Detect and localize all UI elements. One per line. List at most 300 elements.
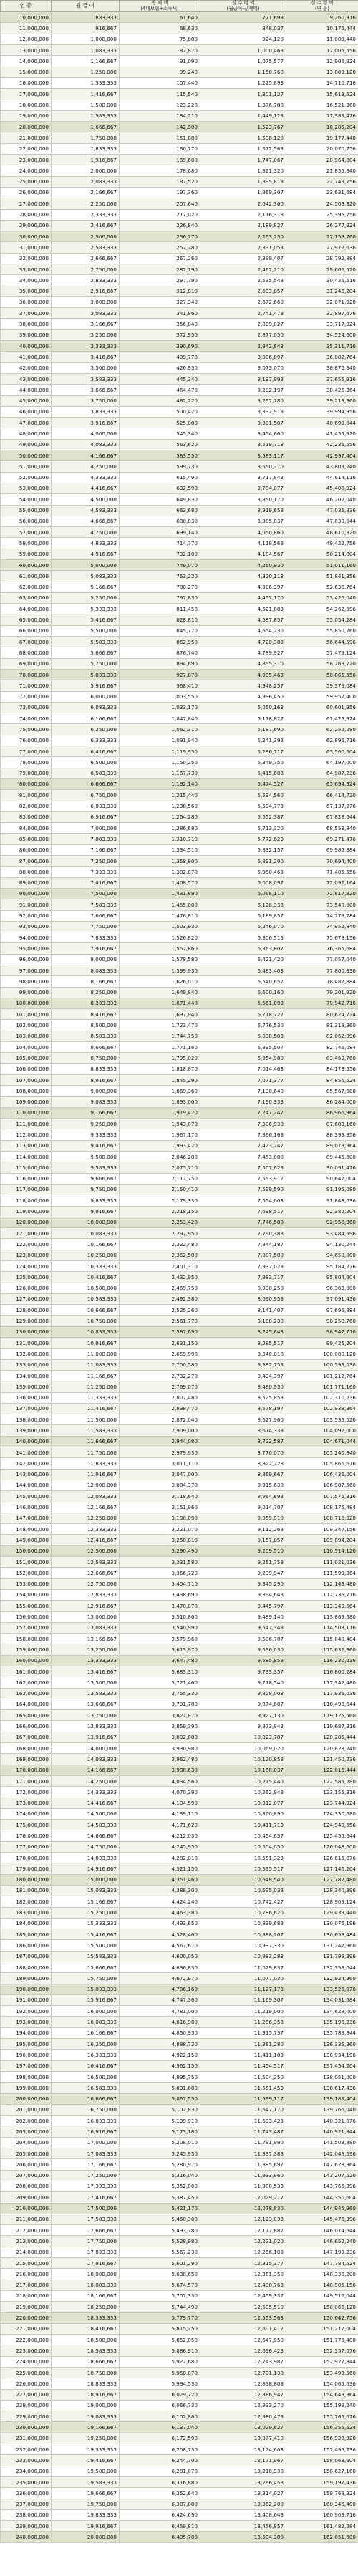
cell-annual-salary: 104,000,000 (1, 1042, 52, 1053)
table-row (1, 1841, 358, 1852)
cell-monthly-salary: 5,250,000 (52, 592, 120, 603)
cell-annual-salary: 149,000,000 (1, 1535, 52, 1545)
cell-net-monthly: 3,006,897 (200, 352, 286, 362)
cell-net-monthly: 9,489,140 (200, 1611, 286, 1622)
cell-annual-salary: 112,000,000 (1, 1129, 52, 1140)
table-row (1, 1896, 358, 1907)
table-row (1, 67, 358, 77)
cell-net-monthly: 2,672,660 (200, 296, 286, 307)
cell-deduction: 4,388,300 (120, 1885, 200, 1896)
table-row (1, 505, 358, 516)
cell-net-annual: 127,782,480 (286, 1874, 358, 1885)
cell-net-annual: 17,389,476 (286, 110, 358, 121)
cell-net-monthly: 10,742,427 (200, 1896, 286, 1907)
table-row (1, 264, 358, 274)
cell-deduction: 482,220 (120, 395, 200, 406)
cell-deduction: 3,438,690 (120, 1589, 200, 1600)
cell-net-monthly: 7,423,247 (200, 1140, 286, 1151)
cell-net-monthly: 3,137,993 (200, 373, 286, 384)
cell-monthly-salary: 5,500,000 (52, 625, 120, 636)
cell-deduction: 3,331,580 (120, 1557, 200, 1568)
cell-deduction: 3,579,960 (120, 1634, 200, 1644)
cell-monthly-salary: 11,250,000 (52, 1381, 120, 1392)
cell-net-annual: 101,771,160 (286, 1381, 358, 1392)
cell-net-monthly: 12,029,217 (200, 2192, 286, 2203)
cell-net-annual: 123,744,924 (286, 1798, 358, 1808)
cell-monthly-salary: 13,500,000 (52, 1677, 120, 1688)
cell-net-monthly: 1,821,320 (200, 165, 286, 176)
cell-deduction: 4,245,950 (120, 1841, 200, 1852)
cell-deduction: 4,962,150 (120, 2060, 200, 2071)
cell-deduction: 1,358,800 (120, 856, 200, 867)
cell-monthly-salary: 6,000,000 (52, 691, 120, 702)
cell-net-monthly: 6,128,333 (200, 899, 286, 910)
cell-net-monthly: 12,266,103 (200, 2247, 286, 2257)
cell-annual-salary: 136,000,000 (1, 1392, 52, 1403)
cell-annual-salary: 208,000,000 (1, 2181, 52, 2191)
cell-annual-salary: 153,000,000 (1, 1578, 52, 1589)
table-row (1, 2006, 358, 2017)
cell-net-monthly: 4,855,310 (200, 658, 286, 669)
cell-monthly-salary: 19,500,000 (52, 2466, 120, 2476)
cell-annual-salary: 204,000,000 (1, 2137, 52, 2148)
cell-net-annual: 46,202,040 (286, 494, 358, 505)
table-row (1, 1853, 358, 1863)
cell-net-annual: 29,606,520 (286, 264, 358, 274)
cell-deduction: 2,292,950 (120, 1228, 200, 1239)
cell-deduction: 3,822,870 (120, 1710, 200, 1721)
cell-net-annual: 138,051,000 (286, 2071, 358, 2082)
cell-annual-salary: 115,000,000 (1, 1162, 52, 1173)
table-row (1, 856, 358, 867)
cell-annual-salary: 76,000,000 (1, 735, 52, 746)
cell-annual-salary: 54,000,000 (1, 494, 52, 505)
table-row (1, 1634, 358, 1644)
cell-monthly-salary: 16,500,000 (52, 2071, 120, 2082)
cell-net-monthly: 13,171,967 (200, 2455, 286, 2466)
cell-deduction: 3,011,110 (120, 1458, 200, 1469)
cell-net-monthly: 13,314,027 (200, 2488, 286, 2499)
cell-deduction: 1,795,020 (120, 1053, 200, 1063)
cell-monthly-salary: 9,833,333 (52, 1195, 120, 1206)
table-row (1, 954, 358, 965)
cell-annual-salary: 179,000,000 (1, 1863, 52, 1874)
cell-annual-salary: 67,000,000 (1, 637, 52, 647)
cell-net-annual: 60,601,956 (286, 702, 358, 713)
cell-monthly-salary: 6,500,000 (52, 757, 120, 768)
cell-net-annual: 28,792,884 (286, 253, 358, 264)
cell-annual-salary: 175,000,000 (1, 1820, 52, 1830)
cell-net-annual: 74,952,840 (286, 921, 358, 932)
cell-deduction: 4,351,460 (120, 1874, 200, 1885)
cell-monthly-salary: 11,916,667 (52, 1469, 120, 1480)
cell-net-monthly: 10,069,020 (200, 1743, 286, 1754)
cell-net-annual: 136,934,196 (286, 2050, 358, 2060)
cell-net-monthly: 8,869,667 (200, 1469, 286, 1480)
header-sublabel: (연 봉) (315, 5, 329, 11)
cell-net-annual: 62,252,280 (286, 724, 358, 735)
cell-deduction: 6,172,590 (120, 2433, 200, 2444)
cell-deduction: 615,490 (120, 472, 200, 483)
cell-deduction: 1,967,170 (120, 1129, 200, 1140)
cell-annual-salary: 103,000,000 (1, 1031, 52, 1041)
cell-monthly-salary: 19,750,000 (52, 2499, 120, 2509)
cell-deduction: 6,244,700 (120, 2455, 200, 2466)
cell-monthly-salary: 9,083,333 (52, 1096, 120, 1107)
cell-deduction: 2,979,930 (120, 1447, 200, 1458)
table-row (1, 647, 358, 658)
cell-net-monthly: 11,599,117 (200, 2093, 286, 2104)
cell-deduction: 2,587,690 (120, 1326, 200, 1337)
cell-net-monthly: 12,791,130 (200, 2367, 286, 2378)
table-row (1, 724, 358, 735)
cell-monthly-salary: 19,333,333 (52, 2444, 120, 2455)
cell-deduction: 5,994,530 (120, 2378, 200, 2389)
cell-net-monthly: 13,124,603 (200, 2444, 286, 2455)
cell-monthly-salary: 18,083,333 (52, 2280, 120, 2290)
cell-net-annual: 119,687,316 (286, 1721, 358, 1732)
table-row (1, 1601, 358, 1611)
cell-annual-salary: 123,000,000 (1, 1250, 52, 1260)
cell-monthly-salary: 7,000,000 (52, 823, 120, 834)
table-row (1, 1140, 358, 1151)
cell-annual-salary: 130,000,000 (1, 1326, 52, 1337)
cell-annual-salary: 155,000,000 (1, 1601, 52, 1611)
cell-deduction: 5,387,450 (120, 2192, 200, 2203)
table-row (1, 1261, 358, 1272)
cell-monthly-salary: 7,083,333 (52, 834, 120, 844)
cell-deduction: 2,561,770 (120, 1316, 200, 1326)
cell-deduction: 563,620 (120, 439, 200, 450)
cell-deduction: 61,640 (120, 12, 200, 23)
cell-monthly-salary: 16,166,667 (52, 2027, 120, 2038)
cell-net-annual: 50,214,804 (286, 549, 358, 559)
cell-net-annual: 95,804,604 (286, 1272, 358, 1283)
table-row (1, 1293, 358, 1304)
cell-deduction: 4,528,460 (120, 1929, 200, 1940)
cell-annual-salary: 185,000,000 (1, 1929, 52, 1940)
table-row (1, 12, 358, 23)
cell-net-monthly: 2,467,210 (200, 264, 286, 274)
cell-net-annual: 104,092,000 (286, 1425, 358, 1436)
cell-annual-salary: 93,000,000 (1, 921, 52, 932)
cell-net-annual: 38,426,364 (286, 385, 358, 395)
cell-monthly-salary: 6,583,333 (52, 768, 120, 778)
cell-deduction: 4,424,240 (120, 1896, 200, 1907)
cell-deduction: 236,770 (120, 231, 200, 242)
cell-net-monthly: 9,112,263 (200, 1524, 286, 1535)
cell-net-monthly: 11,077,030 (200, 1973, 286, 1984)
cell-net-annual: 159,197,436 (286, 2476, 358, 2487)
header-label: 실 수 령 액 (231, 0, 255, 6)
cell-net-annual: 116,230,236 (286, 1655, 358, 1666)
table-row (1, 1326, 358, 1337)
table-row (1, 527, 358, 538)
cell-net-annual: 39,213,360 (286, 395, 358, 406)
cell-monthly-salary: 2,500,000 (52, 231, 120, 242)
table-row (1, 1480, 358, 1490)
cell-annual-salary: 113,000,000 (1, 1140, 52, 1151)
cell-net-monthly: 5,296,717 (200, 746, 286, 757)
table-row (1, 2455, 358, 2466)
cell-net-annual: 135,196,236 (286, 2017, 358, 2027)
cell-net-monthly: 8,525,853 (200, 1392, 286, 1403)
cell-deduction: 1,215,440 (120, 790, 200, 801)
cell-net-monthly: 8,674,333 (200, 1425, 286, 1436)
table-row (1, 494, 358, 505)
table-row (1, 1765, 358, 1775)
cell-net-monthly: 2,603,857 (200, 286, 286, 296)
cell-annual-salary: 11,000,000 (1, 23, 52, 34)
cell-monthly-salary: 9,750,000 (52, 1184, 120, 1195)
cell-net-monthly: 11,411,183 (200, 2050, 286, 2060)
cell-annual-salary: 146,000,000 (1, 1502, 52, 1513)
cell-monthly-salary: 15,500,000 (52, 1940, 120, 1951)
cell-net-annual: 156,355,524 (286, 2422, 358, 2433)
cell-deduction: 4,212,030 (120, 1830, 200, 1841)
cell-deduction: 1,455,000 (120, 899, 200, 910)
cell-net-annual: 77,057,040 (286, 954, 358, 965)
cell-net-monthly: 7,366,163 (200, 1129, 286, 1140)
cell-monthly-salary: 19,583,333 (52, 2476, 120, 2487)
cell-net-annual: 94,650,000 (286, 1250, 358, 1260)
cell-monthly-salary: 4,916,667 (52, 549, 120, 559)
cell-net-annual: 125,455,644 (286, 1830, 358, 1841)
cell-annual-salary: 64,000,000 (1, 604, 52, 614)
cell-monthly-salary: 17,833,333 (52, 2247, 120, 2257)
table-row (1, 2247, 358, 2257)
cell-deduction: 4,070,390 (120, 1787, 200, 1798)
cell-net-monthly: 7,014,463 (200, 1063, 286, 1074)
cell-annual-salary: 102,000,000 (1, 1020, 52, 1031)
cell-net-annual: 13,809,120 (286, 67, 358, 77)
cell-deduction: 2,769,070 (120, 1381, 200, 1392)
cell-net-annual: 36,082,764 (286, 352, 358, 362)
cell-monthly-salary: 5,083,333 (52, 571, 120, 582)
cell-deduction: 4,672,970 (120, 1973, 200, 1984)
cell-annual-salary: 69,000,000 (1, 658, 52, 669)
cell-annual-salary: 132,000,000 (1, 1349, 52, 1359)
cell-annual-salary: 46,000,000 (1, 406, 52, 417)
table-row (1, 2126, 358, 2137)
cell-net-monthly: 4,587,857 (200, 614, 286, 625)
table-row (1, 1929, 358, 1940)
cell-monthly-salary: 4,583,333 (52, 505, 120, 516)
cell-deduction: 2,909,000 (120, 1425, 200, 1436)
table-row (1, 242, 358, 253)
table-row (1, 1754, 358, 1765)
cell-net-monthly: 5,187,690 (200, 724, 286, 735)
cell-annual-salary: 61,000,000 (1, 571, 52, 582)
cell-net-annual: 55,054,284 (286, 614, 358, 625)
cell-net-annual: 71,405,556 (286, 867, 358, 877)
cell-annual-salary: 39,000,000 (1, 329, 52, 340)
table-row (1, 2170, 358, 2181)
cell-annual-salary: 116,000,000 (1, 1173, 52, 1184)
table-row (1, 198, 358, 209)
cell-net-monthly: 4,452,170 (200, 592, 286, 603)
cell-net-annual: 92,958,960 (286, 1217, 358, 1227)
cell-net-monthly: 5,534,560 (200, 790, 286, 801)
table-row (1, 1316, 358, 1326)
cell-monthly-salary: 17,416,667 (52, 2192, 120, 2203)
cell-monthly-salary: 12,833,333 (52, 1589, 120, 1600)
cell-annual-salary: 94,000,000 (1, 932, 52, 943)
cell-deduction: 1,818,870 (120, 1063, 200, 1074)
cell-net-monthly: 8,245,643 (200, 1326, 286, 1337)
cell-annual-salary: 41,000,000 (1, 352, 52, 362)
cell-net-monthly: 12,933,270 (200, 2400, 286, 2411)
cell-monthly-salary: 2,833,333 (52, 275, 120, 286)
table-row (1, 1874, 358, 1885)
cell-deduction: 5,779,770 (120, 2312, 200, 2323)
table-row (1, 23, 358, 34)
cell-net-annual: 90,647,004 (286, 1173, 358, 1184)
cell-annual-salary: 128,000,000 (1, 1305, 52, 1316)
table-row (1, 122, 358, 132)
table-row (1, 1031, 358, 1041)
cell-net-monthly: 6,661,893 (200, 998, 286, 1008)
cell-deduction: 1,943,070 (120, 1119, 200, 1129)
table-row (1, 1338, 358, 1349)
cell-annual-salary: 97,000,000 (1, 965, 52, 975)
cell-deduction: 4,493,650 (120, 1918, 200, 1929)
table-row (1, 1217, 358, 1227)
table-row (1, 2203, 358, 2214)
cell-deduction: 4,995,750 (120, 2071, 200, 2082)
table-row (1, 1162, 358, 1173)
cell-net-monthly: 8,578,197 (200, 1403, 286, 1414)
cell-annual-salary: 156,000,000 (1, 1611, 52, 1622)
table-row (1, 1721, 358, 1732)
cell-net-annual: 66,414,720 (286, 790, 358, 801)
cell-monthly-salary: 8,333,333 (52, 998, 120, 1008)
cell-monthly-salary: 12,083,333 (52, 1491, 120, 1502)
cell-net-annual: 122,016,444 (286, 1765, 358, 1775)
cell-deduction: 160,770 (120, 143, 200, 154)
cell-annual-salary: 74,000,000 (1, 713, 52, 724)
cell-net-monthly: 10,262,943 (200, 1787, 286, 1798)
cell-net-annual: 139,766,040 (286, 2104, 358, 2115)
cell-monthly-salary: 6,416,667 (52, 746, 120, 757)
cell-monthly-salary: 10,250,000 (52, 1250, 120, 1260)
cell-monthly-salary: 19,083,333 (52, 2411, 120, 2422)
cell-annual-salary: 190,000,000 (1, 1984, 52, 1994)
cell-net-monthly: 2,942,643 (200, 341, 286, 352)
cell-deduction: 2,046,200 (120, 1152, 200, 1162)
cell-net-annual: 58,865,556 (286, 669, 358, 680)
cell-deduction: 1,526,820 (120, 932, 200, 943)
cell-annual-salary: 48,000,000 (1, 428, 52, 439)
cell-net-annual: 123,155,316 (286, 1787, 358, 1798)
table-row (1, 461, 358, 472)
table-row (1, 1053, 358, 1063)
cell-deduction: 5,567,230 (120, 2247, 200, 2257)
cell-monthly-salary: 18,250,000 (52, 2302, 120, 2312)
cell-net-monthly: 11,266,353 (200, 2017, 286, 2027)
table-row (1, 176, 358, 187)
cell-deduction: 4,139,110 (120, 1808, 200, 1819)
cell-deduction: 1,723,470 (120, 1020, 200, 1031)
cell-net-monthly: 1,225,893 (200, 77, 286, 88)
cell-net-monthly: 5,891,200 (200, 856, 286, 867)
cell-monthly-salary: 1,500,000 (52, 100, 120, 110)
cell-deduction: 3,470,870 (120, 1601, 200, 1611)
cell-annual-salary: 158,000,000 (1, 1634, 52, 1644)
cell-net-annual: 33,717,924 (286, 319, 358, 329)
cell-net-annual: 56,644,596 (286, 637, 358, 647)
cell-net-monthly: 12,408,763 (200, 2280, 286, 2290)
cell-net-monthly: 12,315,377 (200, 2258, 286, 2269)
table-row (1, 571, 358, 582)
cell-monthly-salary: 2,916,667 (52, 286, 120, 296)
cell-net-monthly: 10,937,330 (200, 1940, 286, 1951)
cell-annual-salary: 100,000,000 (1, 998, 52, 1008)
cell-deduction: 341,860 (120, 308, 200, 319)
cell-annual-salary: 15,000,000 (1, 67, 52, 77)
table-row (1, 2225, 358, 2236)
cell-net-monthly: 4,250,930 (200, 560, 286, 571)
cell-deduction: 426,930 (120, 362, 200, 373)
cell-annual-salary: 205,000,000 (1, 2148, 52, 2159)
cell-deduction: 5,316,040 (120, 2170, 200, 2181)
cell-monthly-salary: 11,666,667 (52, 1436, 120, 1447)
table-row (1, 1863, 358, 1874)
cell-deduction: 2,525,260 (120, 1305, 200, 1316)
cell-deduction: 5,493,780 (120, 2225, 200, 2236)
cell-monthly-salary: 13,916,667 (52, 1732, 120, 1742)
cell-net-monthly: 10,983,283 (200, 1951, 286, 1962)
cell-net-monthly: 1,301,127 (200, 89, 286, 100)
cell-net-annual: 100,080,120 (286, 1349, 358, 1359)
cell-net-monthly: 1,895,813 (200, 176, 286, 187)
cell-monthly-salary: 11,583,333 (52, 1425, 120, 1436)
cell-deduction: 5,852,050 (120, 2335, 200, 2345)
cell-annual-salary: 59,000,000 (1, 549, 52, 559)
table-row (1, 2050, 358, 2060)
cell-annual-salary: 187,000,000 (1, 1951, 52, 1962)
cell-net-monthly: 8,770,070 (200, 1447, 286, 1458)
cell-monthly-salary: 7,583,333 (52, 899, 120, 910)
cell-net-monthly: 8,627,960 (200, 1414, 286, 1425)
table-row (1, 1359, 358, 1370)
cell-net-annual: 42,236,556 (286, 439, 358, 450)
table-row (1, 373, 358, 384)
cell-deduction: 927,870 (120, 669, 200, 680)
table-row (1, 834, 358, 844)
cell-net-annual: 15,613,524 (286, 89, 358, 100)
cell-deduction: 2,218,150 (120, 1206, 200, 1217)
cell-deduction: 4,888,720 (120, 2039, 200, 2050)
cell-monthly-salary: 5,583,333 (52, 637, 120, 647)
cell-monthly-salary: 4,750,000 (52, 527, 120, 538)
table-row (1, 1042, 358, 1053)
table-row (1, 658, 358, 669)
cell-annual-salary: 96,000,000 (1, 954, 52, 965)
cell-net-annual: 58,263,720 (286, 658, 358, 669)
cell-net-monthly: 2,741,473 (200, 308, 286, 319)
cell-monthly-salary: 12,333,333 (52, 1524, 120, 1535)
cell-deduction: 732,100 (120, 549, 200, 559)
cell-net-monthly: 10,695,033 (200, 1885, 286, 1896)
cell-deduction: 632,590 (120, 483, 200, 493)
cell-net-monthly: 10,411,713 (200, 1820, 286, 1830)
cell-net-monthly: 9,209,510 (200, 1545, 286, 1556)
cell-net-annual: 126,615,876 (286, 1853, 358, 1863)
cell-annual-salary: 226,000,000 (1, 2378, 52, 2389)
cell-net-monthly: 6,895,507 (200, 1042, 286, 1053)
cell-net-annual: 82,062,996 (286, 1031, 358, 1041)
